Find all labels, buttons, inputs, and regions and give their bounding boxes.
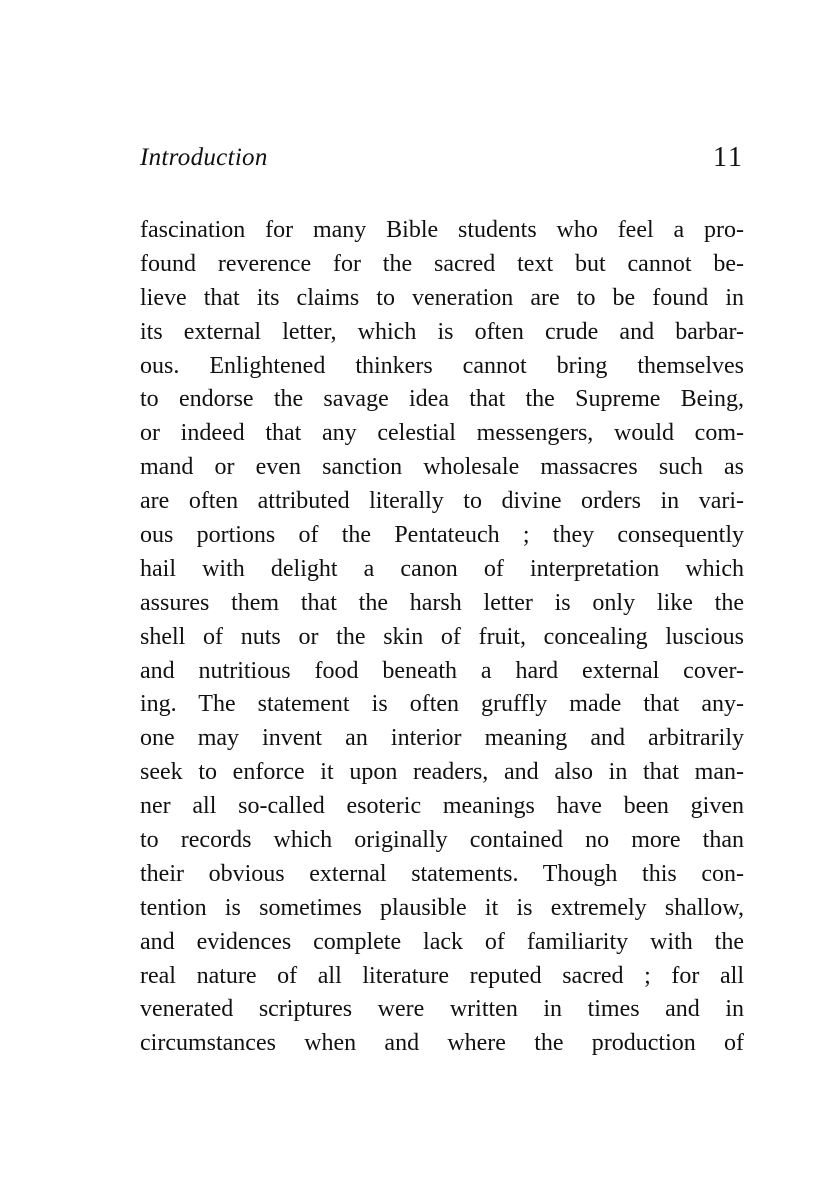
page-number: 11 <box>713 142 744 173</box>
text-line: lieve that its claims to veneration are to be found in <box>140 284 744 311</box>
text-line: mand or even sanction wholesale massacres such as <box>140 454 744 481</box>
text-line: circumstances when and where the production of <box>140 1030 744 1057</box>
text-line: ner all so-called esoteric meanings have been given <box>140 793 744 820</box>
text-line: tention is sometimes plausible it is extremely shallow, <box>140 894 744 921</box>
text-line: to records which originally contained no more than <box>140 827 744 854</box>
text-line: to endorse the savage idea that the Supreme Being, <box>140 386 744 413</box>
text-line: ous portions of the Pentateuch ; they consequently <box>140 522 744 549</box>
text-line: fascination for many Bible students who feel a pro- <box>140 217 744 243</box>
page-header <box>140 140 744 180</box>
body-text <box>140 214 744 1061</box>
text-line: venerated scriptures were written in times and in <box>140 996 744 1023</box>
running-title: Introduction <box>140 144 268 171</box>
text-line: assures them that the harsh letter is only like the <box>140 589 744 616</box>
text-line: its external letter, which is often crude and barbar- <box>140 318 744 345</box>
text-line: and nutritious food beneath a hard external cover- <box>140 657 744 684</box>
text-line: one may invent an interior meaning and arbitrarily <box>140 725 744 752</box>
text-line: seek to enforce it upon readers, and also in that man- <box>140 759 744 786</box>
text-line: ing. The statement is often gruffly made that any- <box>140 691 744 718</box>
text-line: and evidences complete lack of familiarity with the <box>140 928 744 955</box>
text-line: are often attributed literally to divine orders in vari- <box>140 488 744 515</box>
text-line: their obvious external statements. Though this con- <box>140 860 744 887</box>
text-line: shell of nuts or the skin of fruit, concealing luscious <box>140 623 744 650</box>
text-line: real nature of all literature reputed sacred ; for all <box>140 962 744 989</box>
text-line: found reverence for the sacred text but cannot be- <box>140 250 744 277</box>
text-line: or indeed that any celestial messengers, would com- <box>140 420 744 447</box>
text-line: hail with delight a canon of interpretation which <box>140 555 744 582</box>
text-line: ous. Enlightened thinkers cannot bring themselves <box>140 352 744 379</box>
